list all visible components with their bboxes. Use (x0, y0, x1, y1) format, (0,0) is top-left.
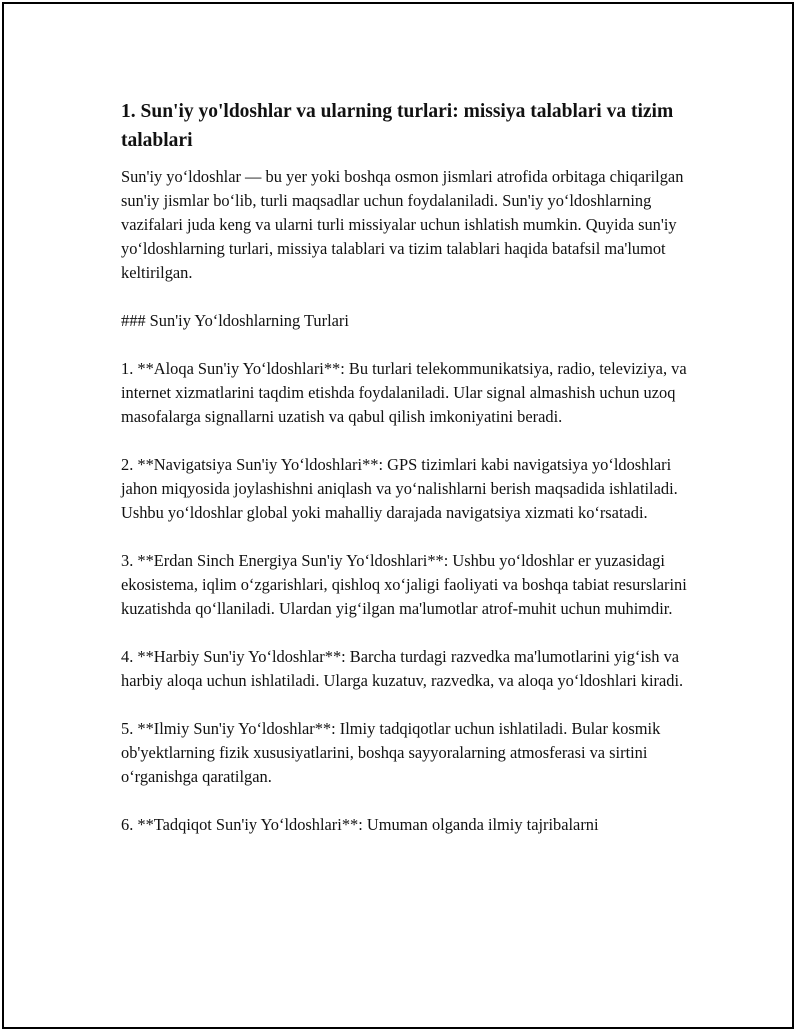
document-page (2, 2, 794, 1029)
list-item-scientific-satellites: 5. **Ilmiy Sun'iy Yo‘ldoshlar**: Ilmiy tadqiqotlar uchun ishlatiladi. Bular kosmik ob'yektlarning fizik xususiyatlarini, boshqa sayyoralarning atmosferasi va sirtini o‘rganishga qaratilgan. (121, 719, 661, 786)
list-item-navigation-satellites: 2. **Navigatsiya Sun'iy Yo‘ldoshlari**: GPS tizimlari kabi navigatsiya yo‘ldoshlari jahon miqyosida joylashishni aniqlash va yo‘nalishlarni berish maqsadida ishlatiladi. Ushbu yo‘ldoshlar global yoki mahalliy darajada navigatsiya xizmati ko‘rsatadi. (121, 455, 678, 522)
document-body (121, 97, 691, 861)
list-item-research-satellites: 6. **Tadqiqot Sun'iy Yo‘ldoshlari**: Umuman olganda ilmiy tajribalarni (121, 815, 599, 834)
list-item-earth-observation-satellites: 3. **Erdan Sinch Energiya Sun'iy Yo‘ldoshlari**: Ushbu yo‘ldoshlar er yuzasidagi ekosistema, iqlim o‘zgarishlari, qishloq xo‘jaligi faoliyati va boshqa tabiat resurslarini kuzatishda qo‘llaniladi. Ulardan yig‘ilgan ma'lumotlar atrof-muhit uchun muhimdir. (121, 551, 687, 618)
intro-paragraph: Sun'iy yo‘ldoshlar — bu yer yoki boshqa osmon jismlari atrofida orbitaga chiqarilgan sun'iy jismlar bo‘lib, turli maqsadlar uchun foydalaniladi. Sun'iy yo‘ldoshlarning vazifalari juda keng va ularni turli missiyalar uchun ishlatish mumkin. Quyida sun'iy yo‘ldoshlarning turlari, missiya talablari va tizim talablari haqida batafsil ma'lumot keltirilgan. (121, 167, 684, 282)
document-title: 1. Sun'iy yo'ldoshlar va ularning turlari: missiya talablari va tizim talablari (121, 101, 674, 151)
section-heading-satellite-types: ### Sun'iy Yo‘ldoshlarning Turlari (121, 311, 349, 330)
list-item-military-satellites: 4. **Harbiy Sun'iy Yo‘ldoshlar**: Barcha turdagi razvedka ma'lumotlarini yig‘ish va harbiy aloqa uchun ishlatiladi. Ularga kuzatuv, razvedka, va aloqa yo‘ldoshlari kiradi. (121, 647, 684, 690)
list-item-communication-satellites: 1. **Aloqa Sun'iy Yo‘ldoshlari**: Bu turlari telekommunikatsiya, radio, televiziya, va internet xizmatlarini taqdim etishda foydalaniladi. Ular signal almashish uchun uzoq masofalarga signallarni uzatish va qabul qilish imkoniyatini beradi. (121, 359, 687, 426)
